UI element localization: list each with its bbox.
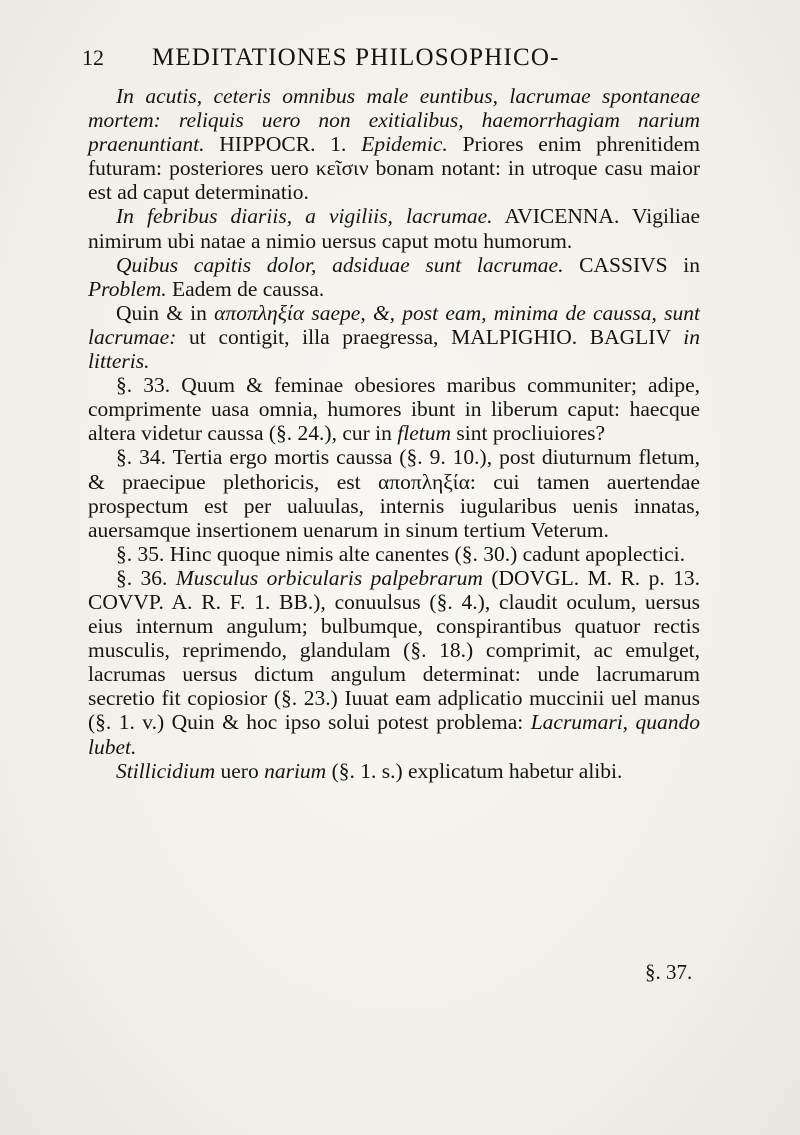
italic-text-run: Stillicidium: [116, 758, 216, 783]
text-run: uero: [215, 758, 265, 783]
italic-text-run: narium: [264, 758, 327, 783]
paragraph-avicenna: [88, 204, 700, 252]
text-run: (DOVGL. M. R. p. 13. COVVP. A. R. F. 1. BB.), conuulsus (§. 4.), claudit oculum, uersus eius internum angulum; bulbumque, conspirantibus quatuor rectis musculis, reprimendo, glandulam (§. 18.) comprimit, ac emulget, lacrumas uersus dictum angulum determinat: unde lacrumarum secretio fit copiosior (§. 23.) Iuuat eam adplicatio muccinii uel manus (§. 1. v.) Quin & hoc ipso solui potest problema:: [88, 565, 701, 735]
italic-text-run: Lacrumari, quando lubet.: [88, 710, 700, 759]
paragraph-stillicidium: [88, 759, 700, 783]
italic-text-run: Musculus orbicularis palpebrarum: [175, 565, 483, 590]
italic-text-run: In acutis, ceteris omnibus male euntibus, lacrumae spontaneae mortem: reliquis uero non exitialibus, haemorrhagiam narium praenuntiant.: [88, 84, 700, 157]
paragraph-section-33: [88, 373, 700, 445]
italic-text-run: Epidemic.: [361, 132, 448, 157]
text-run: HIPPOCR. 1.: [204, 132, 362, 157]
text-run: sint procliuiores?: [451, 421, 606, 446]
text-run: Priores enim phrenitidem futuram: posteriores uero κεῖσιν bonam notant: in utroque casu maior est ad caput determinatio.: [88, 132, 700, 205]
text-run: Quin & in: [116, 300, 215, 325]
text-run: §. 35. Hinc quoque nimis alte canentes (§. 30.) cadunt apoplectici.: [116, 541, 685, 566]
text-run: §. 34. Tertia ergo mortis caussa (§. 9. 10.), post diuturnum fletum, & praecipue plethoricis, est αποπληξία: cui tamen auertendae prospectum est per ualuulas, internis iugularibus uenis innatas, auersamque insertionem uenarum in sinum tertium Veterum.: [88, 445, 700, 542]
italic-text-run: αποπληξία saepe, &, post eam, minima de caussa, sunt lacrumae:: [88, 300, 700, 349]
paragraph-section-36: [88, 566, 700, 759]
text-run: CASSIVS in: [563, 252, 700, 277]
paragraph-section-35: [88, 542, 700, 566]
paragraph-apoplexia: [88, 301, 700, 373]
page-number: 12: [82, 45, 104, 70]
italic-text-run: In febribus diariis, a vigiliis, lacrumae.: [116, 204, 493, 229]
italic-text-run: Problem.: [88, 276, 167, 301]
text-run: AVICENNA. Vigiliae nimirum ubi natae a nimio uersus caput motu humorum.: [88, 204, 700, 253]
italic-text-run: in litteris.: [88, 324, 700, 374]
text-run: ut contigit, illa praegressa, MALPIGHIO. BAGLIV: [176, 324, 684, 349]
italic-text-run: Quibus capitis dolor, adsiduae sunt lacrumae.: [116, 252, 564, 277]
paragraph-section-34: [88, 445, 700, 541]
text-run: §. 33. Quum & feminae obesiores maribus communiter; adipe, comprimente uasa omnia, humores ibunt in liberum caput: haecque altera videtur caussa (§. 24.), cur in: [88, 373, 700, 446]
catchword: §. 37.: [645, 960, 693, 984]
text-run: (§. 1. s.) explicatum habetur alibi.: [326, 758, 623, 783]
paragraph-hippocrates: [88, 84, 700, 204]
paragraph-cassius: [88, 253, 700, 301]
text-run: §. 36.: [116, 565, 176, 590]
page-header: [82, 44, 702, 72]
italic-text-run: fletum: [397, 421, 451, 446]
page-body: [88, 84, 700, 783]
text-run: Eadem de caussa.: [166, 276, 325, 301]
running-title: MEDITATIONES PHILOSOPHICO-: [152, 44, 560, 71]
